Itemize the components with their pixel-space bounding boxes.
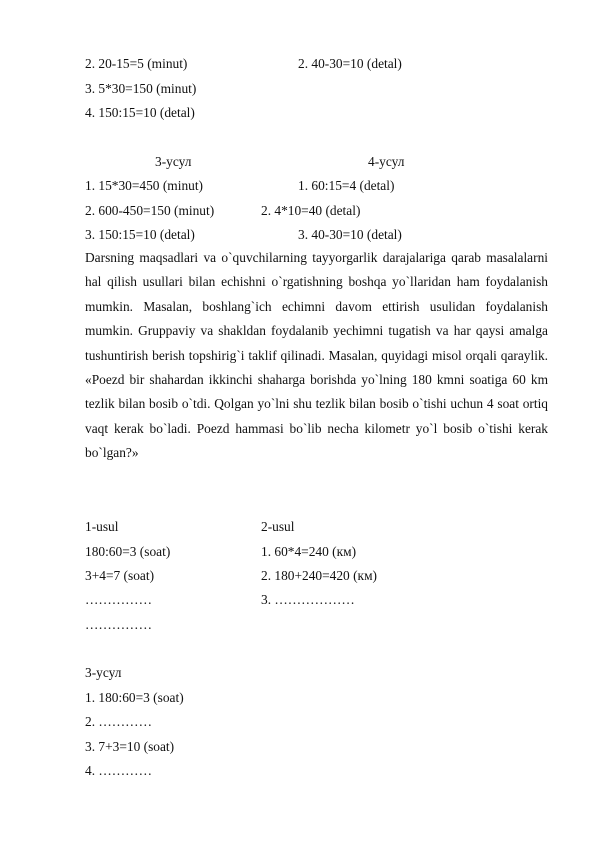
usul-2-step-3: 3. ……………… <box>261 592 355 607</box>
top-line-2: 3. 5*30=150 (minut) <box>85 81 197 96</box>
way-3b-heading: 3-усул <box>85 665 122 680</box>
way-3-step-1: 1. 15*30=450 (minut) <box>85 178 204 193</box>
usul-2-step-1: 1. 60*4=240 (км) <box>261 544 357 559</box>
way-3-step-2: 2. 600-450=150 (minut) <box>85 203 215 218</box>
way-3b-step-3: 3. 7+3=10 (soat) <box>85 739 175 754</box>
body-paragraph: Darsning maqsadlari va o`quvchilarning tayyorgarlik darajalariga qarab masalalarni hal qilish usullari bilan echishni o`rgatishning boshqa yo`llaridan ham foydalanish mumkin. Masalan, boshlang`ich echimni davom ettirish usulidan foydalanish mumkin. Gruppaviy va shakldan foydalanib yechimni tugatish va har qaysi amalga tushuntirish berish topshirig`i taklif qilinadi. Masalan, quyidagi misol orqali qaraylik. «Poezd bir shahardan ikkinchi shaharga borishda yo`lning 180 kmni soatiga 60 km tezlik bilan bosib o`tdi. Qolgan yo`lni shu tezlik bilan bosib o`tishi uchun 4 soat ortiq vaqt kerak bo`ladi. Poezd hammasi bo`lib necha kilometr yo`l bosib o`tishi kerak bo`lgan?» <box>85 250 548 461</box>
usul-1-step-4: …………… <box>85 617 152 632</box>
way-3-heading: 3-усул <box>155 154 192 169</box>
way-3b-step-1: 1. 180:60=3 (soat) <box>85 690 184 705</box>
way-4-step-1: 1. 60:15=4 (detal) <box>298 178 395 193</box>
way-3b-step-4: 4. ………… <box>85 763 152 778</box>
usul-1-step-2: 3+4=7 (soat) <box>85 568 155 583</box>
way-4-step-3: 3. 40-30=10 (detal) <box>298 227 402 242</box>
top-line-1-right: 2. 40-30=10 (detal) <box>298 56 402 71</box>
way-4-heading: 4-усул <box>368 154 405 169</box>
usul-1-step-3: …………… <box>85 592 152 607</box>
way-3-step-3: 3. 150:15=10 (detal) <box>85 227 195 242</box>
top-line-1-left: 2. 20-15=5 (minut) <box>85 56 188 71</box>
usul-2-step-2: 2. 180+240=420 (км) <box>261 568 377 583</box>
usul-2-heading: 2-usul <box>261 519 295 534</box>
usul-1-step-1: 180:60=3 (soat) <box>85 544 171 559</box>
top-line-3: 4. 150:15=10 (detal) <box>85 105 195 120</box>
usul-1-heading: 1-usul <box>85 519 119 534</box>
way-4-step-2: 2. 4*10=40 (detal) <box>261 203 361 218</box>
way-3b-step-2: 2. ………… <box>85 714 152 729</box>
